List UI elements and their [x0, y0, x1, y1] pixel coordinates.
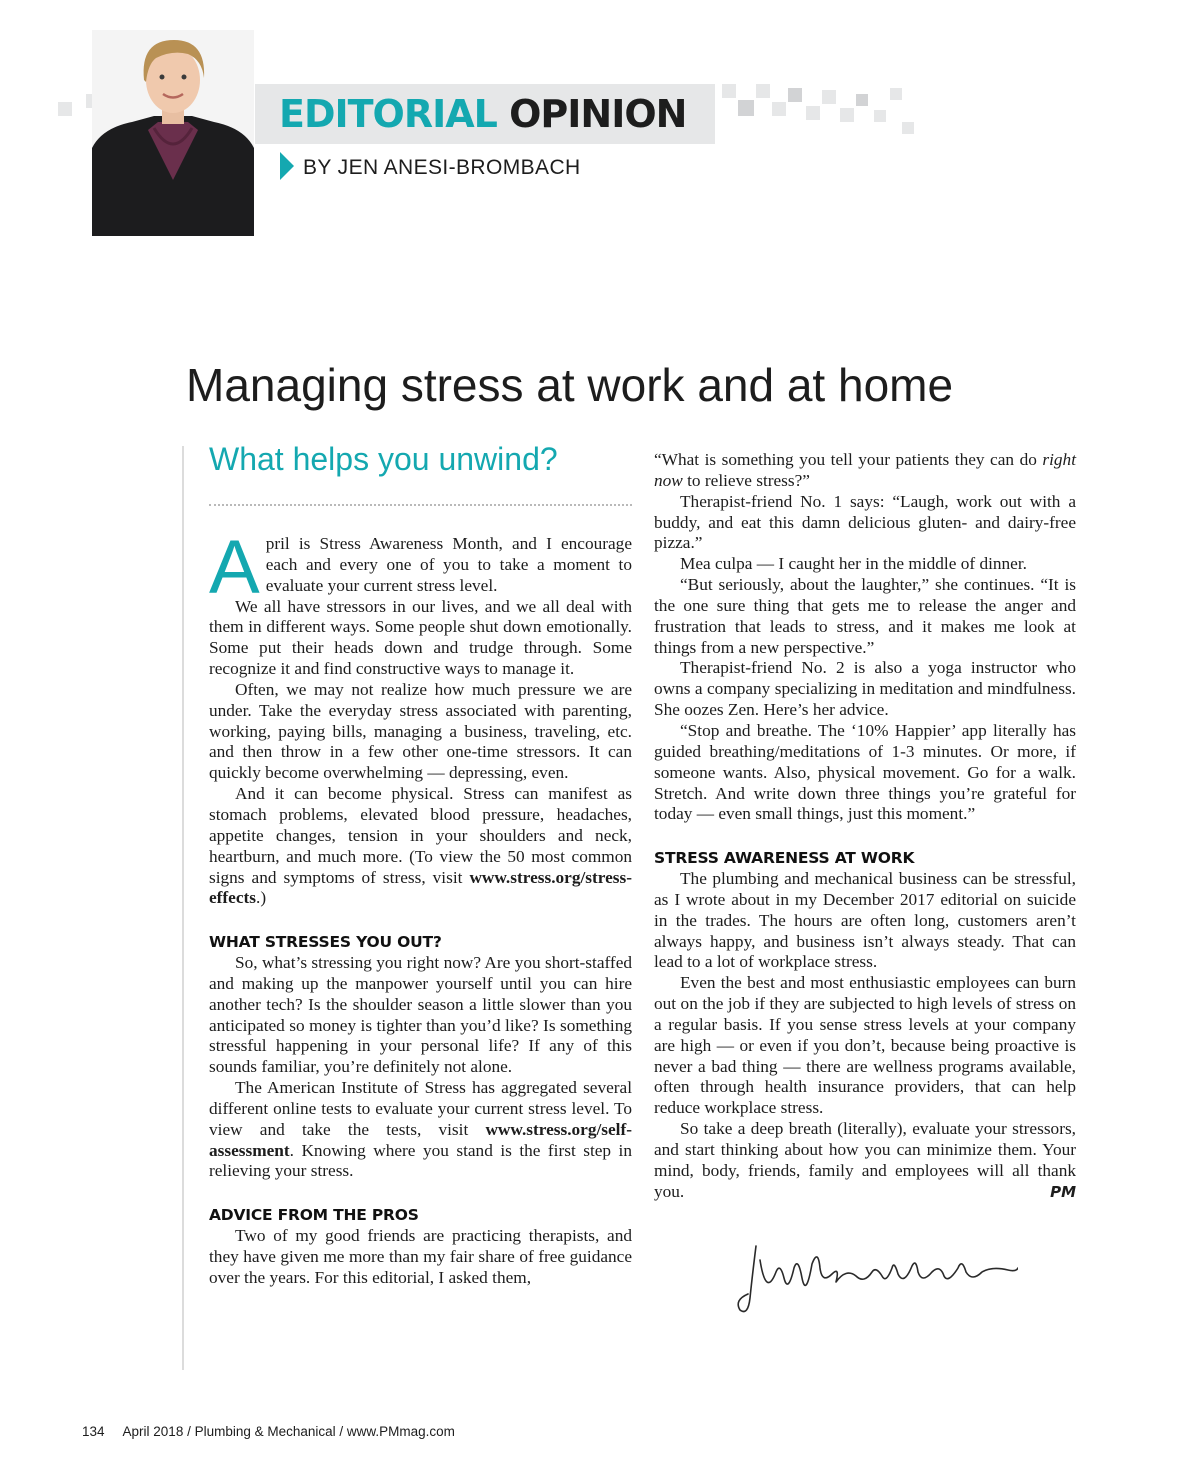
page-number: 134 — [82, 1424, 105, 1439]
deck-dotted-divider — [209, 504, 632, 506]
article-column-left — [209, 525, 632, 1289]
subhead-stress-awareness-at-work: STRESS AWARENESS AT WORK — [654, 849, 915, 868]
article-paragraph: Mea culpa — I caught her in the middle of dinner. — [680, 554, 1027, 574]
article-paragraph: Therapist-friend No. 2 is also a yoga instructor who owns a company specializing in meditation and mindfulness. She oozes Zen. Here’s her advice. — [654, 658, 1076, 720]
article-paragraph: “What is something you tell your patients they can do right now to relieve stress?” — [654, 450, 1076, 490]
column-rule — [182, 446, 184, 1370]
article-paragraph: The plumbing and mechanical business can be stressful, as I wrote about in my December 2017 editorial on suicide in the trades. The hours are often long, customers aren’t always happy, and business isn’t always steady. That can lead to a lot of workplace stress. — [654, 869, 1076, 972]
section-title — [279, 90, 686, 138]
article-paragraph: “Stop and breathe. The ‘10% Happier’ app literally has guided breathing/meditations of 1-3 minutes. Or more, if someone wants. Also, physical movement. Go for a walk. Stretch. And write down three things you’re grateful for today — even small things, just this moment.” — [654, 720, 1076, 824]
article-paragraph: Therapist-friend No. 1 says: “Laugh, work out with a buddy, and eat this damn delicious gluten- and dairy-free pizza.” — [654, 491, 1076, 553]
article-paragraph: So take a deep breath (literally), evaluate your stressors, and start thinking about how you can minimize them. Your mind, body, friends, family and employees will all thank you. PM — [654, 1119, 1076, 1201]
article-paragraph: April is Stress Awareness Month, and I encourage each and every one of you to take a moment to evaluate your current stress level. — [209, 525, 632, 610]
pm-signoff: PM — [1050, 1182, 1076, 1201]
byline-arrow-icon — [280, 152, 294, 180]
article-paragraph: So, what’s stressing you right now? Are you short-staffed and making up the manpower yourself until you can hire another tech? Is the shoulder season a little slower than you anticipated so money is tighter than you’d like? Is something stressful happening in your personal life? If any of this sounds familiar, you’re definitely not alone. — [209, 953, 632, 1077]
article-paragraph: The American Institute of Stress has aggregated several different online tests to evaluate your current stress level. To view and take the tests, visit www.stress.org/self-assessment. Knowing where you stand is the first step in relieving your stress. — [209, 1078, 632, 1181]
subhead-what-stresses-you-out: WHAT STRESSES YOU OUT? — [209, 933, 442, 952]
article-column-right — [654, 450, 1076, 1203]
section-title-word-editorial: EDITORIAL — [279, 92, 497, 136]
stress-effects-link[interactable]: www.stress.org/stress-effects — [209, 867, 632, 908]
subhead-advice-from-the-pros: ADVICE FROM THE PROS — [209, 1206, 419, 1225]
article-headline: Managing stress at work and at home — [186, 359, 954, 411]
article-paragraph: “But seriously, about the laughter,” she continues. “It is the one sure thing that gets me to release the anger and frustration that leads to stress, and it makes me look at things from a new perspective.” — [654, 575, 1076, 657]
issue-info: April 2018 / Plumbing & Mechanical / www.PMmag.com — [122, 1424, 455, 1439]
self-assessment-link[interactable]: www.stress.org/self-assessment — [209, 1119, 632, 1160]
article-paragraph: Two of my good friends are practicing therapists, and they have given me more than my fair share of free guidance over the years. For this editorial, I asked them, — [209, 1226, 632, 1287]
article-paragraph: And it can become physical. Stress can manifest as stomach problems, elevated blood pressure, headaches, appetite changes, tension in your shoulders and neck, heartburn, and much more. (To view the 50 most common signs and symptoms of stress, visit www.stress.org/stress-effects.) — [209, 784, 632, 908]
article-deck: What helps you unwind? — [209, 441, 558, 477]
drop-cap: A — [209, 525, 260, 610]
article-paragraph: Often, we may not realize how much pressure we are under. Take the everyday stress associated with parenting, working, paying bills, managing a business, traveling, etc. and then throw in a few other one-time stressors. It can quickly become overwhelming — depressing, even. — [209, 679, 632, 783]
article-paragraph: We all have stressors in our lives, and we all deal with them in different ways. Some people shut down emotionally. Some put their heads down and trudge through. Some recognize it and find constructive ways to manage it. — [209, 596, 632, 679]
article-paragraph: Even the best and most enthusiastic employees can burn out on the job if they are subjected to high levels of stress on a regular basis. If you sense stress levels at your company are high — or even if you don’t, because being proactive is never a bad thing — there are wellness programs available, often through health insurance providers, that can help reduce workplace stress. — [654, 973, 1076, 1118]
section-title-word-opinion: OPINION — [509, 92, 687, 136]
byline: BY JEN ANESI-BROMBACH — [303, 156, 581, 179]
page-footer — [82, 1424, 455, 1439]
author-signature — [736, 1238, 1018, 1320]
author-portrait-image — [92, 30, 254, 236]
